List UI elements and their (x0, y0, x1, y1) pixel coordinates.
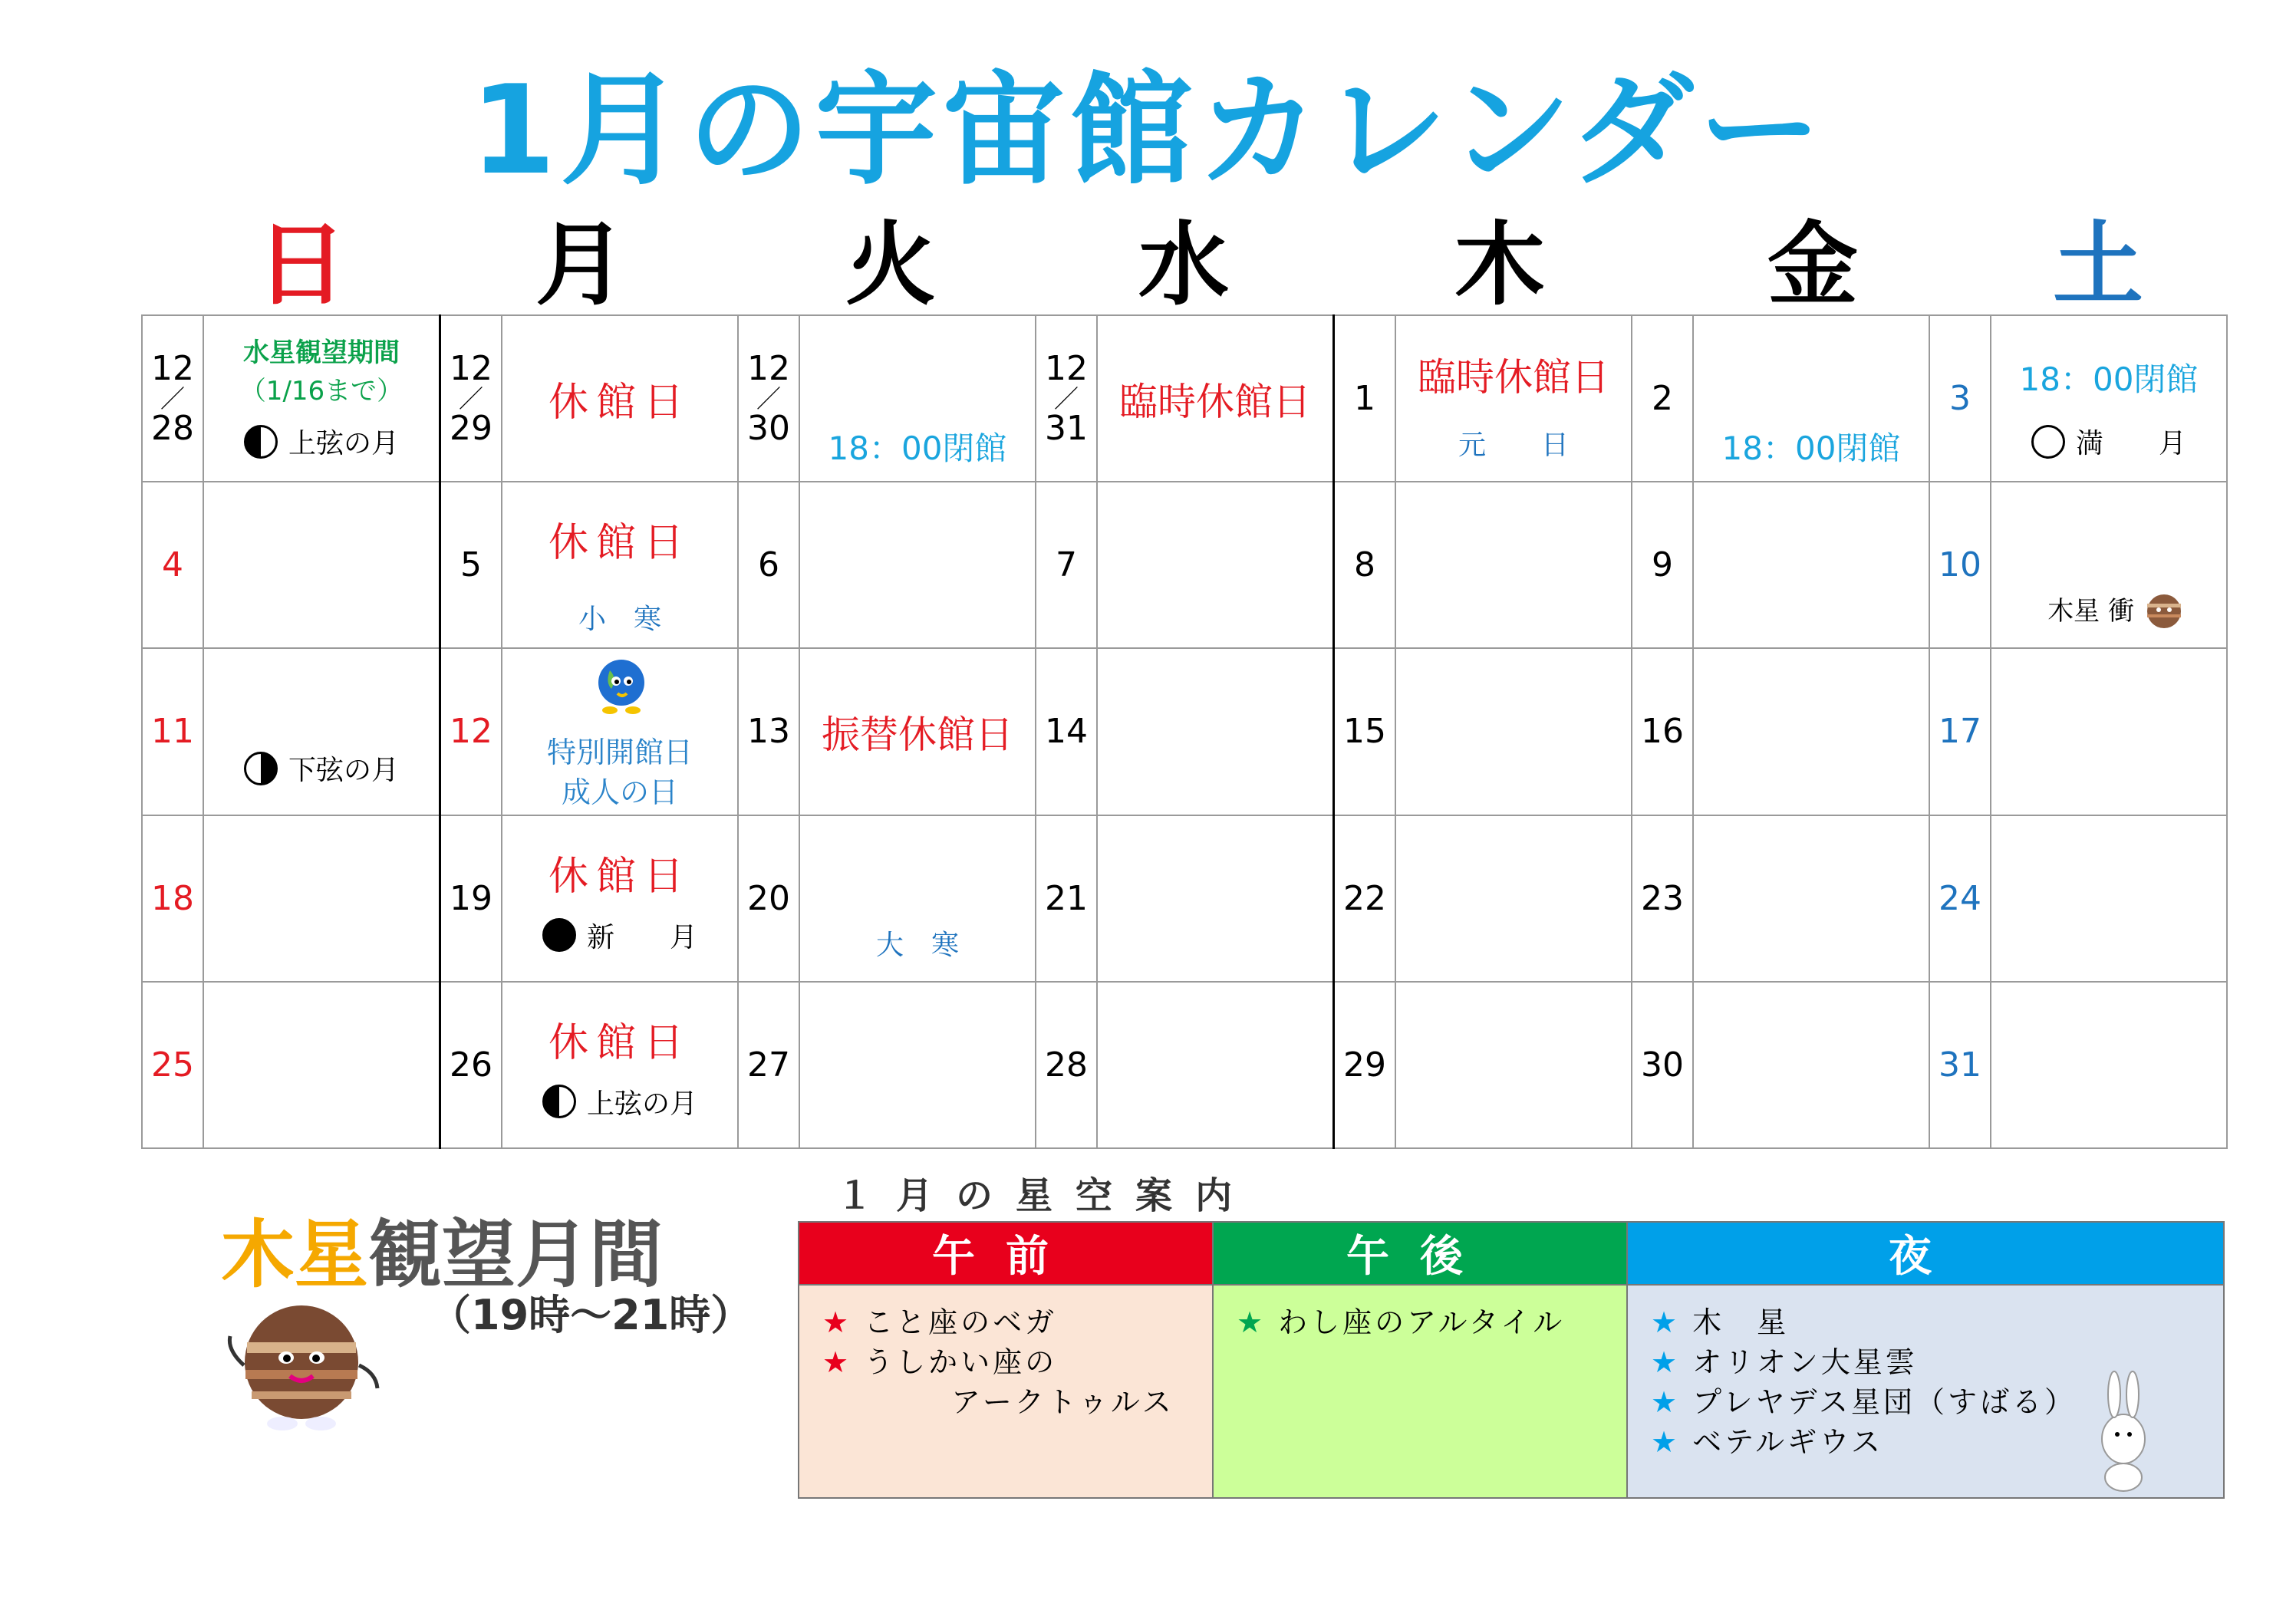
moon-phase: 上弦の月 (502, 1082, 737, 1121)
moon-phase: 満 月 (1991, 422, 2226, 461)
moon-phase: 下弦の月 (204, 749, 439, 788)
blue-star-icon: ★ (1651, 1305, 1681, 1339)
closed-label: 休館日 (548, 520, 691, 567)
event-mercury: 水星観望期間 (243, 337, 400, 368)
day-number: 27 (738, 982, 799, 1148)
day-cell (1097, 482, 1334, 648)
day-cell (1991, 648, 2227, 815)
season-label: 小 寒 (578, 604, 661, 636)
moon-phase: 上弦の月 (204, 422, 439, 461)
day-number: 12 ／ 29 (440, 315, 502, 482)
jupiter-month-title: 木星観望月間 (221, 1212, 663, 1298)
moon-rabbit-icon (2070, 1347, 2208, 1500)
day-cell (799, 315, 1036, 482)
season-label: 大 寒 (875, 929, 959, 961)
weekday-sat: 土 (2052, 212, 2143, 318)
blue-star-icon: ★ (1651, 1425, 1681, 1459)
day-number: 20 (738, 815, 799, 982)
day-cell (1991, 315, 2227, 482)
day-cell (1693, 648, 1929, 815)
weekday-sun: 日 (255, 212, 347, 318)
sky-guide-title: １月の星空案内 (836, 1174, 1256, 1217)
day-number: 23 (1632, 815, 1693, 982)
day-number: 7 (1036, 482, 1097, 648)
day-cell (799, 648, 1036, 815)
list-item: ★ プレヤデス星団（すばる） (1651, 1385, 2077, 1419)
calendar-week (142, 482, 2227, 648)
weekday-wed: 水 (1138, 212, 1229, 318)
day-number: 21 (1036, 815, 1097, 982)
list-item: ★ オリオン大星雲 (1651, 1345, 1918, 1379)
day-number: 31 (1929, 982, 1991, 1148)
day-number: 8 (1334, 482, 1396, 648)
day-cell (1395, 648, 1632, 815)
day-cell (1097, 648, 1334, 815)
day-number: 25 (142, 982, 203, 1148)
page-title: 1月の宇宙館カレンダー (470, 58, 1826, 202)
weekday-thu: 木 (1454, 212, 1545, 318)
day-number: 3 (1929, 315, 1991, 482)
day-cell (203, 482, 440, 648)
guide-header-night: 夜 (1627, 1222, 2224, 1285)
day-cell (1395, 815, 1632, 982)
calendar-week (142, 648, 2227, 815)
day-number: 19 (440, 815, 502, 982)
first-quarter-moon-icon (542, 1085, 576, 1118)
day-cell (799, 982, 1036, 1148)
day-cell (1097, 815, 1334, 982)
day-cell (203, 648, 440, 815)
event-jupiter-opposition: 木星 衝 (1991, 590, 2226, 633)
day-cell (1991, 815, 2227, 982)
day-number: 6 (738, 482, 799, 648)
list-item: ★ ベテルギウス (1651, 1425, 1884, 1459)
guide-night-list (1627, 1285, 2224, 1498)
day-cell (502, 982, 738, 1148)
list-item: ★ うしかい座の (822, 1345, 1058, 1379)
day-number: 26 (440, 982, 502, 1148)
day-number: 14 (1036, 648, 1097, 815)
day-cell (799, 815, 1036, 982)
event-mercury-period: （1/16まで） (239, 376, 404, 407)
last-quarter-moon-icon (244, 752, 278, 785)
calendar-grid (141, 314, 2228, 1149)
day-cell (1693, 982, 1929, 1148)
day-number: 29 (1334, 982, 1396, 1148)
closed-label: 臨時休館日 (1119, 379, 1311, 424)
jupiter-mascot-icon (213, 1296, 390, 1434)
guide-header-morning: 午前 (799, 1222, 1213, 1285)
list-item: アークトゥルス (822, 1385, 1174, 1419)
list-item: ★ 木 星 (1651, 1305, 1790, 1339)
day-number: 11 (142, 648, 203, 815)
earth-mascot-icon (587, 655, 656, 716)
day-number: 4 (142, 482, 203, 648)
closed-label: 休館日 (548, 1019, 691, 1066)
guide-afternoon-list (1213, 1285, 1627, 1498)
weekday-fri: 金 (1767, 212, 1858, 318)
day-number: 12 ／ 31 (1036, 315, 1097, 482)
calendar-week (142, 815, 2227, 982)
day-cell (1693, 315, 1929, 482)
day-number: 18 (142, 815, 203, 982)
list-item: ★ こと座のベガ (822, 1305, 1058, 1339)
weekday-tue: 火 (845, 212, 936, 318)
day-cell (1097, 982, 1334, 1148)
day-cell (1991, 982, 2227, 1148)
calendar-week (142, 315, 2227, 482)
calendar-week (142, 982, 2227, 1148)
day-number: 13 (738, 648, 799, 815)
day-number: 17 (1929, 648, 1991, 815)
new-moon-icon (542, 918, 576, 952)
first-quarter-moon-icon (244, 425, 278, 459)
red-star-icon: ★ (822, 1305, 852, 1339)
closed-label: 振替休館日 (822, 712, 1013, 757)
jupiter-mascot-icon (2143, 593, 2186, 633)
day-cell (502, 815, 738, 982)
weekday-mon: 月 (535, 212, 626, 318)
day-number: 1 (1334, 315, 1396, 482)
day-number: 10 (1929, 482, 1991, 648)
holiday-label: 元 日 (1458, 430, 1569, 461)
closed-label: 休館日 (548, 380, 691, 426)
day-cell (203, 815, 440, 982)
day-cell (1395, 482, 1632, 648)
jupiter-hours: （19時～21時） (430, 1291, 753, 1339)
day-number: 2 (1632, 315, 1693, 482)
full-moon-icon (2031, 425, 2065, 459)
moon-phase: 新 月 (502, 916, 737, 955)
day-number: 12 ／ 30 (738, 315, 799, 482)
closing-time: 18：00閉館 (1721, 430, 1901, 467)
day-cell (203, 315, 440, 482)
blue-star-icon: ★ (1651, 1385, 1681, 1419)
day-cell (502, 315, 738, 482)
day-number: 5 (440, 482, 502, 648)
closed-label: 休館日 (548, 853, 691, 900)
day-number: 15 (1334, 648, 1396, 815)
day-number: 12 (440, 648, 502, 815)
closed-label: 臨時休館日 (1418, 355, 1609, 400)
day-number: 16 (1632, 648, 1693, 815)
special-open-label: 特別開館日 (546, 736, 693, 770)
day-cell (1395, 982, 1632, 1148)
red-star-icon: ★ (822, 1345, 852, 1379)
day-cell (1991, 482, 2227, 648)
day-number: 28 (1036, 982, 1097, 1148)
blue-star-icon: ★ (1651, 1345, 1681, 1379)
green-star-icon: ★ (1237, 1305, 1267, 1339)
guide-morning-list (799, 1285, 1213, 1498)
day-cell (799, 482, 1036, 648)
day-number: 9 (1632, 482, 1693, 648)
day-cell (1097, 315, 1334, 482)
day-number: 30 (1632, 982, 1693, 1148)
holiday-label: 成人の日 (561, 775, 678, 810)
sky-guide-table (798, 1221, 2225, 1499)
day-cell (1693, 815, 1929, 982)
closing-time: 18：00閉館 (2019, 360, 2199, 398)
day-cell (502, 482, 738, 648)
guide-header-afternoon: 午後 (1213, 1222, 1627, 1285)
list-item: ★ わし座のアルタイル (1237, 1305, 1566, 1339)
day-number: 12 ／ 28 (142, 315, 203, 482)
day-cell (502, 648, 738, 815)
day-number: 24 (1929, 815, 1991, 982)
day-number: 22 (1334, 815, 1396, 982)
closing-time: 18：00閉館 (828, 430, 1007, 467)
day-cell (203, 982, 440, 1148)
day-cell (1395, 315, 1632, 482)
day-cell (1693, 482, 1929, 648)
